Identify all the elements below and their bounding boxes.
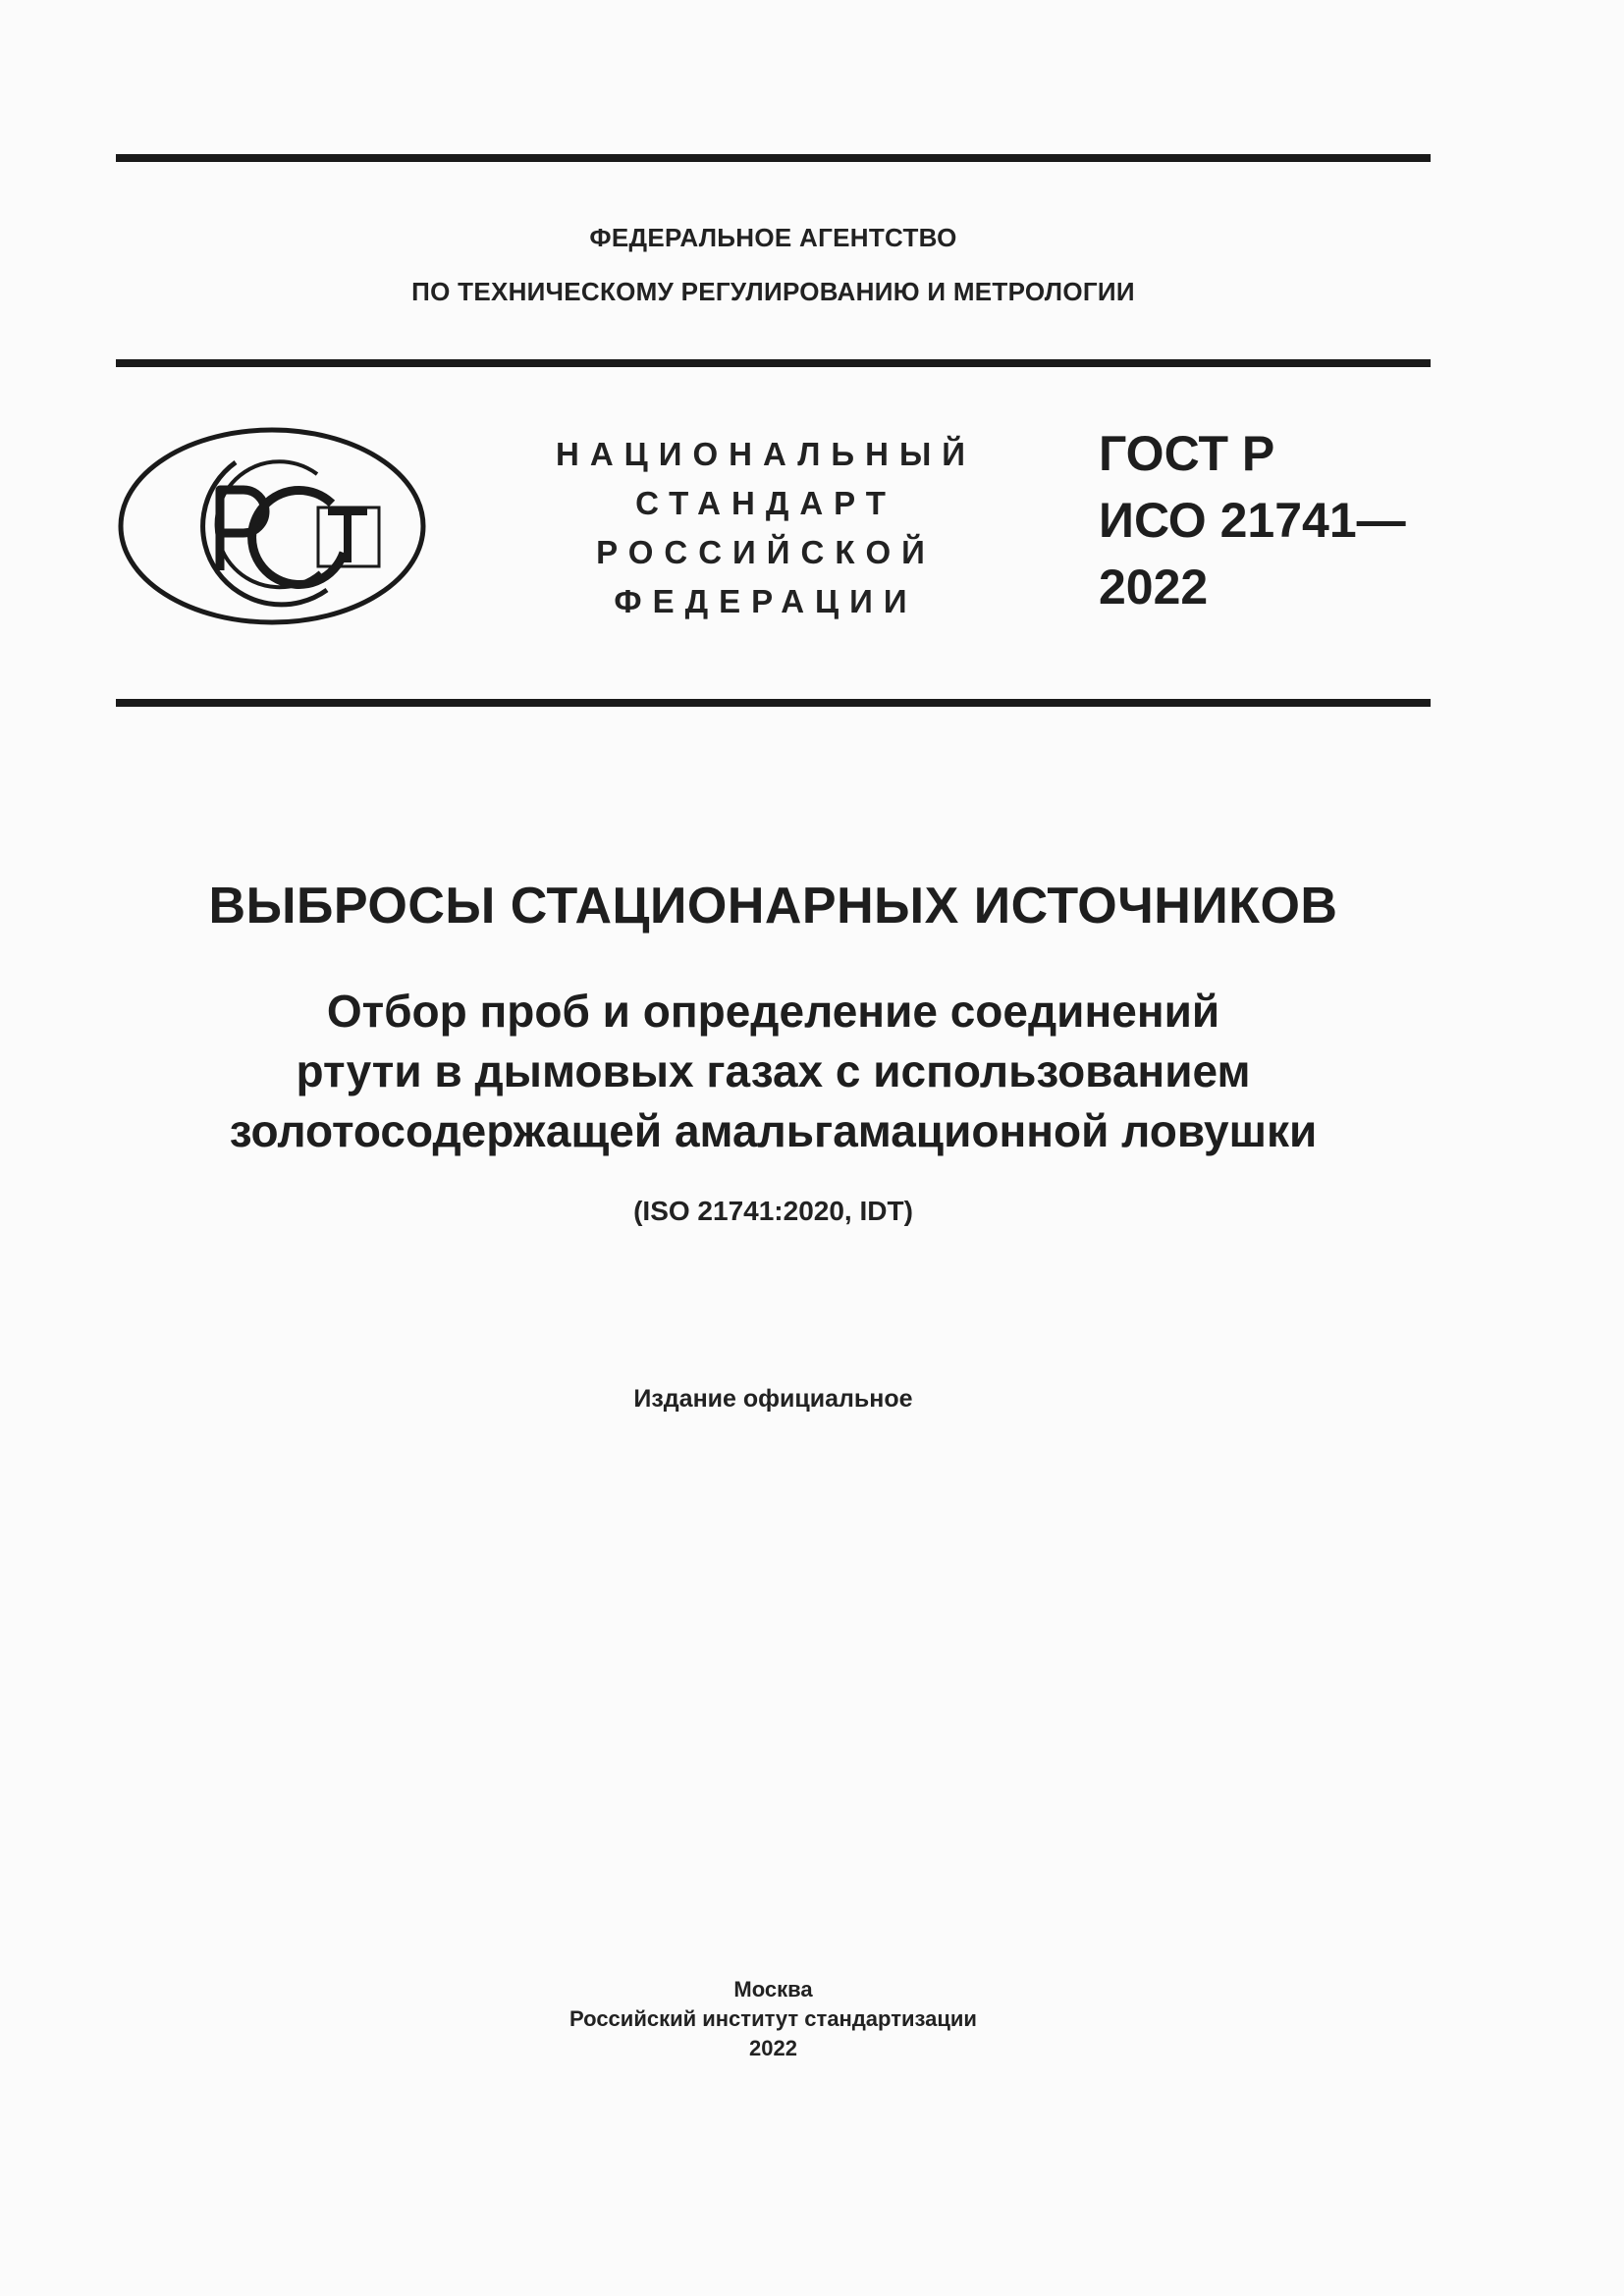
header-rule xyxy=(116,359,1431,367)
agency-name-line1: ФЕДЕРАЛЬНОЕ АГЕНТСТВО xyxy=(589,223,957,252)
publisher-block xyxy=(116,1975,1431,2063)
national-standard-line2: СТАНДАРТ xyxy=(635,485,896,521)
national-standard-line3: РОССИЙСКОЙ xyxy=(596,534,936,570)
publisher-city: Москва xyxy=(733,1977,813,2002)
official-edition-label: Издание официальное xyxy=(633,1385,913,1413)
rst-emblem-icon xyxy=(116,425,428,627)
standard-designation xyxy=(1099,420,1433,620)
document-title: ВЫБРОСЫ СТАЦИОНАРНЫХ ИСТОЧНИКОВ xyxy=(208,878,1338,934)
designation-line2: ИСО 21741— xyxy=(1099,493,1406,548)
publisher-institute: Российский институт стандартизации xyxy=(569,2006,977,2031)
designation-line1: ГОСТ Р xyxy=(1099,426,1275,481)
publication-year: 2022 xyxy=(749,2036,797,2060)
iso-reference: (ISO 21741:2020, IDT) xyxy=(633,1196,913,1226)
national-standard-line4: ФЕДЕРАЦИИ xyxy=(614,583,918,619)
top-rule xyxy=(116,154,1431,162)
subtitle-line2: ртути в дымовых газах с использованием xyxy=(296,1045,1251,1096)
document-subtitle xyxy=(116,982,1431,1161)
national-standard-line1: НАЦИОНАЛЬНЫЙ xyxy=(556,436,976,472)
designation-line3: 2022 xyxy=(1099,560,1209,614)
subtitle-line1: Отбор проб и определение соединений xyxy=(326,986,1220,1037)
subtitle-line3: золотосодержащей амальгамационной ловушки xyxy=(229,1105,1318,1156)
agency-name-line2: ПО ТЕХНИЧЕСКОМУ РЕГУЛИРОВАНИЮ И МЕТРОЛОГИИ xyxy=(411,277,1135,306)
national-standard-label xyxy=(511,430,1021,626)
designation-rule xyxy=(116,699,1431,707)
